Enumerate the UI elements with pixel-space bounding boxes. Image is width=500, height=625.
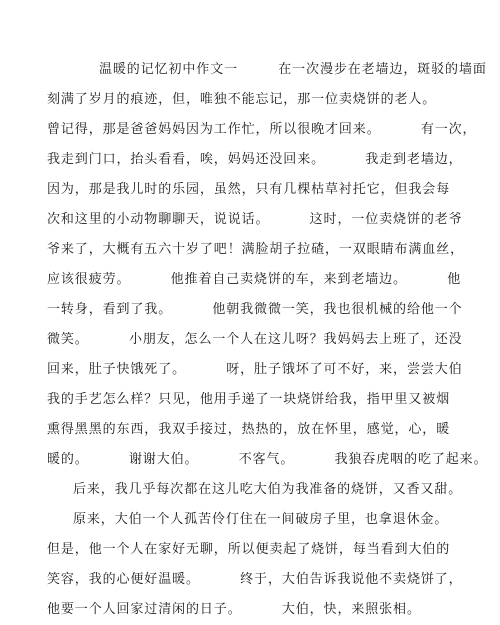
text-line xyxy=(0,115,500,145)
text-line-content: 回来，肚子快饿死了。 呀，肚子饿坏了可不好，来，尝尝大伯 xyxy=(47,362,463,377)
text-line-content: 曾记得，那是爸爸妈妈因为工作忙，所以很晚才回来。 有一次， xyxy=(47,122,477,137)
text-line xyxy=(0,475,500,505)
text-line-content: 熏得黑黑的东西，我双手接过，热热的，放在怀里，感觉，心，暖 xyxy=(47,422,451,437)
text-line xyxy=(0,595,500,625)
text-line-content: 应该很疲劳。 他推着自己卖烧饼的车，来到老墙边。 他 xyxy=(47,272,462,287)
text-line xyxy=(0,505,500,535)
text-line-content: 暖的。 谢谢大伯。 不客气。 我狼吞虎咽的吃了起来。 xyxy=(47,452,488,467)
text-line xyxy=(0,85,500,115)
essay-text xyxy=(0,55,500,625)
text-line-content: 他要一个人回家过清闲的日子。 大伯，快，来照张相。 xyxy=(47,602,421,617)
text-line-content: 一转身，看到了我。 他朝我微微一笑，我也很机械的给他一个 xyxy=(47,302,463,317)
text-line xyxy=(0,445,500,475)
text-line-content: 次和这里的小动物聊聊天，说说话。 这时，一位卖烧饼的老爷 xyxy=(47,212,463,227)
text-line-content: 后来，我几乎每次都在这儿吃大伯为我准备的烧饼，又香又甜。 xyxy=(73,482,463,497)
text-line xyxy=(0,175,500,205)
text-line xyxy=(0,325,500,355)
text-line xyxy=(0,535,500,565)
text-line-content: 我走到门口，抬头看看，唉，妈妈还没回来。 我走到老墙边， xyxy=(47,152,463,167)
text-line xyxy=(0,265,500,295)
text-line-content: 爷来了，大概有五六十岁了吧！满脸胡子拉碴，一双眼睛布满血丝， xyxy=(47,242,465,257)
text-line xyxy=(0,415,500,445)
text-line xyxy=(0,355,500,385)
text-line xyxy=(0,145,500,175)
text-line xyxy=(0,385,500,415)
text-line-content: 笑容，我的心便好温暖。 终于，大伯告诉我说他不卖烧饼了， xyxy=(47,572,463,587)
text-line-content: 我的手艺怎么样？只见，他用手递了一块烧饼给我，指甲里又被烟 xyxy=(47,392,451,407)
text-line-content: 微笑。 小朋友，怎么一个人在这儿呀？我妈妈去上班了，还没 xyxy=(47,332,463,347)
text-line xyxy=(0,205,500,235)
text-line xyxy=(0,565,500,595)
text-line-content: 刻满了岁月的痕迹，但，唯独不能忘记，那一位卖烧饼的老人。 xyxy=(47,92,437,107)
text-line-content: 因为，那是我儿时的乐园，虽然，只有几棵枯草衬托它，但我会每 xyxy=(47,182,451,197)
text-line xyxy=(0,55,500,85)
text-line-content: 原来，大伯一个人孤苦伶仃住在一间破房子里，也拿退休金。 xyxy=(73,512,449,527)
text-line-content: 但是，他一个人在家好无聊，所以便卖起了烧饼，每当看到大伯的 xyxy=(47,542,451,557)
text-line xyxy=(0,295,500,325)
essay-title-line: 温暖的记忆初中作文一 在一次漫步在老墙边，斑驳的墙面 xyxy=(99,62,487,77)
text-line xyxy=(0,235,500,265)
